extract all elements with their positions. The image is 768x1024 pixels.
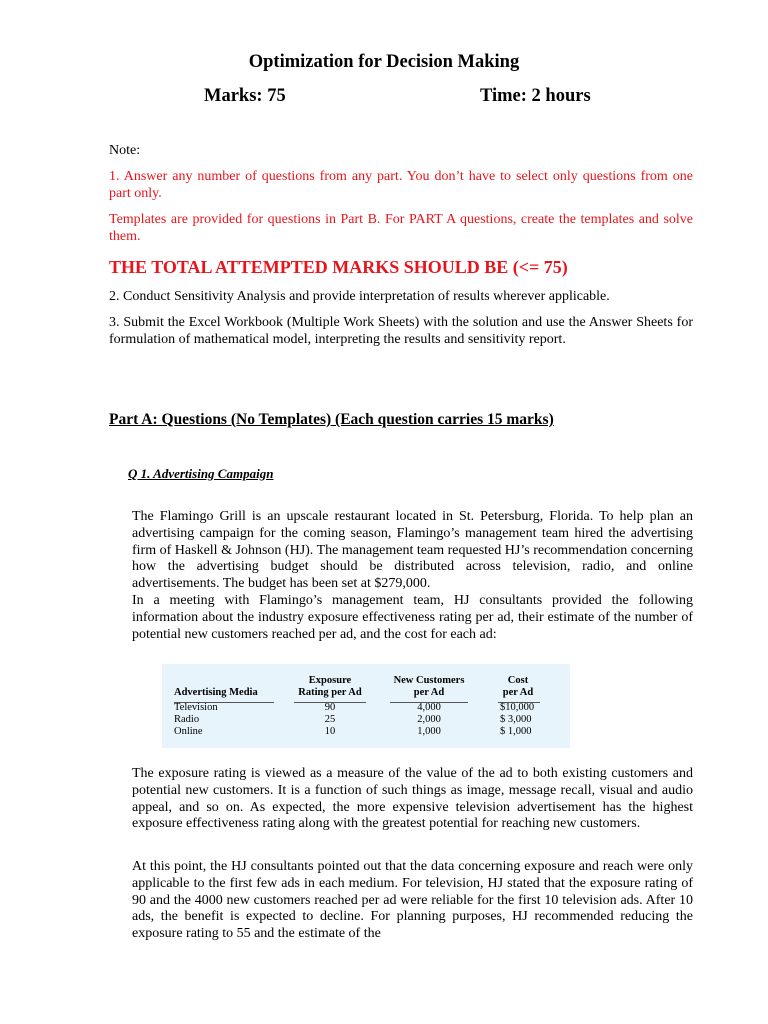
question-1-title: Q 1. Advertising Campaign xyxy=(128,466,274,481)
header-exposure-line-1: Exposure xyxy=(308,675,352,686)
note-item-3: 3. Submit the Excel Workbook (Multiple Work Sheets) with the solution and use the Answer Sheets for formulation of mathematical model, interpreting the results and sensitivity report. xyxy=(109,315,693,347)
note-templates: Templates are provided for questions in Part B. For PART A questions, create the templates and solve them. xyxy=(109,212,693,244)
question-1-paragraph-2: In a meeting with Flamingo’s management team, HJ consultants provided the following information about the industry exposure effectiveness rating per ad, their estimate of the number of potential new customers reached per ad, and the cost for each ad: xyxy=(132,593,693,642)
document-title: Optimization for Decision Making xyxy=(248,52,520,72)
table-cell-media: Online xyxy=(174,726,203,737)
header-customers-line-1: New Customers xyxy=(393,675,465,686)
table-cell-customers: 1,000 xyxy=(417,726,441,737)
table-cell-media: Radio xyxy=(174,714,200,725)
question-1-paragraph-4: At this point, the HJ consultants pointed out that the data concerning exposure and reach were only applicable to the first few ads in each medium. For television, HJ stated that the exposure rating of 90 and the 4000 new customers reached per ad were reliable for the first 10 television ads. After 10 ads, the benefit is expected to decline. For planning purposes, HJ recommended reducing the exposure rating to 55 and the estimate of the xyxy=(132,859,693,942)
note-item-2: 2. Conduct Sensitivity Analysis and provide interpretation of results wherever applicable. xyxy=(109,289,610,304)
header-advertising-media: Advertising Media xyxy=(174,687,258,698)
note-label: Note: xyxy=(109,143,141,158)
total-marks-warning: THE TOTAL ATTEMPTED MARKS SHOULD BE (<= 75) xyxy=(109,257,568,277)
table-cell-media: Television xyxy=(174,702,218,713)
question-1-paragraph-1: The Flamingo Grill is an upscale restaurant located in St. Petersburg, Florida. To help plan an advertising campaign for the coming season, Flamingo’s management team hired the advertising firm of Haskell & Johnson (HJ). The management team requested HJ’s recommendation concerning how the advertising budget should be distributed across television, radio, and online advertisements. The budget has been set at $279,000. xyxy=(132,509,693,592)
table-cell-customers: 4,000 xyxy=(417,702,441,713)
header-exposure-line-2: Rating per Ad xyxy=(298,687,362,698)
header-cost-line-1: Cost xyxy=(507,675,529,686)
table-cell-customers: 2,000 xyxy=(417,714,441,725)
table-cell-cost: $ 3,000 xyxy=(500,714,532,725)
part-a-heading: Part A: Questions (No Templates) (Each question carries 15 marks) xyxy=(109,411,554,428)
advertising-data-table xyxy=(162,664,570,748)
table-cell-exposure: 10 xyxy=(324,726,336,737)
table-cell-exposure: 25 xyxy=(324,714,336,725)
header-cost-line-2: per Ad xyxy=(502,687,534,698)
question-1-paragraph-3: The exposure rating is viewed as a measure of the value of the ad to both existing customers and potential new customers. It is a function of such things as image, message recall, visual and audio appeal, and so on. As expected, the more expensive television advertisement has the highest exposure effectiveness rating along with the greatest potential for reaching new customers. xyxy=(132,766,693,832)
time-label: Time: 2 hours xyxy=(480,86,591,106)
header-customers-line-2: per Ad xyxy=(413,687,445,698)
table-cell-cost: $ 1,000 xyxy=(500,726,532,737)
marks-label: Marks: 75 xyxy=(204,86,286,106)
table-cell-exposure: 90 xyxy=(324,702,336,713)
table-cell-cost: $10,000 xyxy=(500,702,535,713)
note-item-1: 1. Answer any number of questions from any part. You don’t have to select only questions from one part only. xyxy=(109,169,693,201)
